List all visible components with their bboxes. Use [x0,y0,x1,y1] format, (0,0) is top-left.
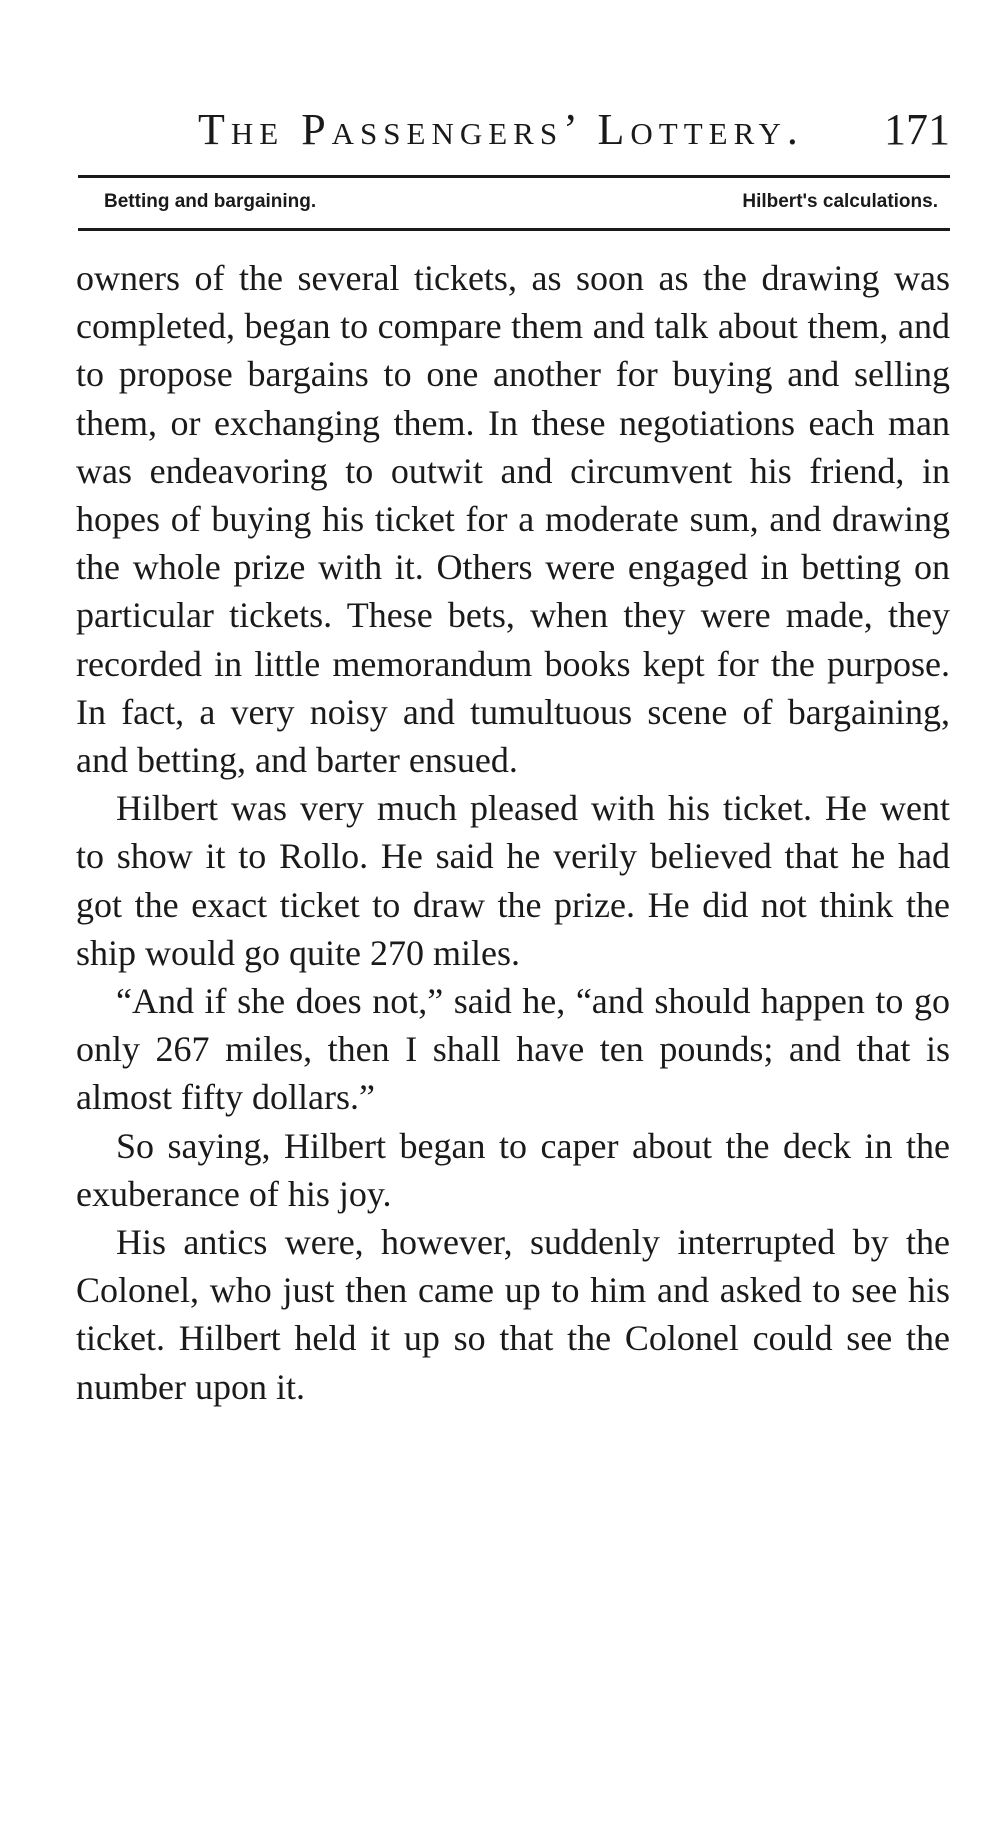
side-note-right: Hilbert's calculations. [742,191,938,212]
paragraph: His antics were, however, suddenly interrupted by the Colonel, who just then came up to him and asked to see his ticket. Hilbert held it up so that the Colonel could see the number upon it. [76,1222,950,1407]
side-note-left: Betting and bargaining. [104,191,317,212]
header-rule-top [78,175,950,178]
paragraph-continued: owners of the several tickets, as soon as the drawing was completed, began to compare them and talk about them, and to propose bargains to one another for buying and selling them, or exchanging them. In these negotiations each man was endeavoring to outwit and circumvent his friend, in hopes of buying his ticket for a moderate sum, and drawing the whole prize with it. Others were engaged in betting on particular tickets. These bets, when they were made, they recorded in little memorandum books kept for the purpose. In fact, a very noisy and tumultuous scene of bargaining, and betting, and barter ensued. [76,258,950,781]
running-head [78,104,950,156]
paragraph: Hilbert was very much pleased with his ticket. He went to show it to Rollo. He said he verily believed that he had got the exact ticket to draw the prize. He did not think the ship would go quite 270 miles. [76,788,950,973]
side-notes [78,186,950,218]
paragraph: “And if she does not,” said he, “and should happen to go only 267 miles, then I shall have ten pounds; and that is almost fifty dollars.” [76,981,950,1118]
body-text [76,254,950,1411]
header-rule-bottom [78,228,950,231]
paragraph: So saying, Hilbert began to caper about the deck in the exuberance of his joy. [76,1125,950,1214]
running-title: The Passengers’ Lottery. [198,105,804,154]
page-number: 171 [884,105,950,154]
